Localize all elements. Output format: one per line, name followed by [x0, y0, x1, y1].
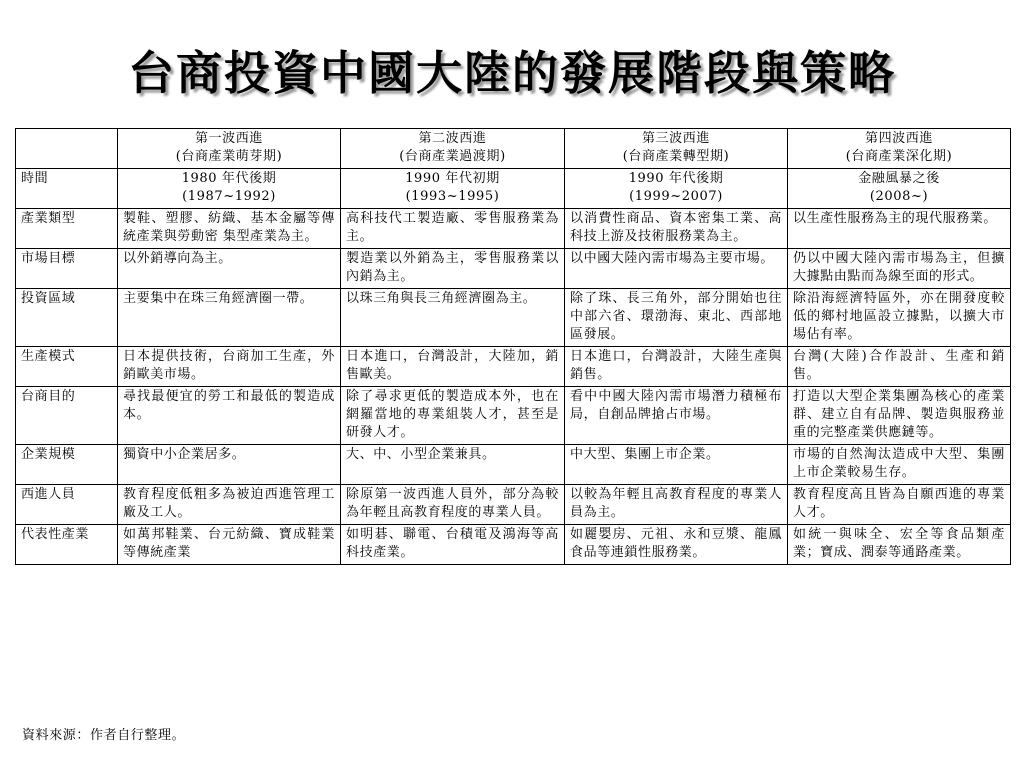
column-header: [565, 129, 788, 169]
time-cell: [118, 169, 341, 209]
table-cell: 日本提供技術，台商加工生產，外銷歐美市場。: [118, 347, 341, 387]
column-header: [341, 129, 565, 169]
table-cell: 市場的自然淘汰造成中大型、集團上市企業較易生存。: [788, 445, 1011, 485]
column-header: [788, 129, 1011, 169]
page-title: 台商投資中國大陸的發展階段與策略: [128, 46, 896, 100]
table-cell: 除了珠、長三角外，部分開始也往中部六省、環渤海、東北、西部地區發展。: [565, 289, 788, 347]
table-cell: 以外銷導向為主。: [118, 249, 341, 289]
column-name: 第二波西進: [418, 131, 487, 146]
table-cell: 看中中國大陸內需市場潛力積極布局，自創品牌搶占市場。: [565, 387, 788, 445]
table-cell: 仍以中國大陸內需市場為主，但擴大據點由點而為線至面的形式。: [788, 249, 1011, 289]
column-header: [118, 129, 341, 169]
table-cell: 尋找最便宜的勞工和最低的製造成本。: [118, 387, 341, 445]
time-cell: [788, 169, 1011, 209]
row-label: 時間: [16, 169, 118, 209]
time-period: 1980 年代後期: [181, 171, 277, 186]
table-cell: 中大型、集團上市企業。: [565, 445, 788, 485]
table-cell: 日本進口，台灣設計，大陸生產與銷售。: [565, 347, 788, 387]
table-cell: 教育程度低粗多為被迫西進管理工廠及工人。: [118, 485, 341, 525]
header-row: [16, 129, 1011, 169]
time-years: (1993~1995): [405, 189, 500, 204]
table-cell: 如明碁、聯電、台積電及鴻海等高科技產業。: [341, 525, 565, 565]
table-cell: 高科技代工製造廠、零售服務業為主。: [341, 209, 565, 249]
row-label: 生產模式: [16, 347, 118, 387]
table-cell: 以生產性服務為主的現代服務業。: [788, 209, 1011, 249]
row-label: 產業類型: [16, 209, 118, 249]
column-name: 第一波西進: [194, 131, 263, 146]
strategy-table: [15, 128, 1011, 565]
table-row: [16, 445, 1011, 485]
row-label: 市場目標: [16, 249, 118, 289]
time-period: 1990 年代後期: [628, 171, 724, 186]
table-row: [16, 209, 1011, 249]
column-name: 第三波西進: [641, 131, 710, 146]
table-cell: 獨資中小企業居多。: [118, 445, 341, 485]
table-cell: 主要集中在珠三角經濟圈一帶。: [118, 289, 341, 347]
row-label: 西進人員: [16, 485, 118, 525]
table-cell: 打造以大型企業集團為核心的產業群、建立自有品牌、製造與服務並重的完整產業供應鏈等。: [788, 387, 1011, 445]
time-period: 1990 年代初期: [405, 171, 500, 186]
time-period: 金融風暴之後: [858, 171, 940, 186]
table-row: [16, 249, 1011, 289]
table-cell: 如萬邦鞋業、台元紡織、寶成鞋業等傳統產業: [118, 525, 341, 565]
column-subtitle: (台商產業過渡期): [399, 149, 506, 164]
time-cell: [565, 169, 788, 209]
table-cell: 日本進口，台灣設計，大陸加，銷售歐美。: [341, 347, 565, 387]
table-cell: 如麗嬰房、元祖、永和豆漿、龍鳳食品等連鎖性服務業。: [565, 525, 788, 565]
table-cell: 如統一與味全、宏全等食品類產業；寶成、潤泰等通路產業。: [788, 525, 1011, 565]
row-label: 企業規模: [16, 445, 118, 485]
column-name: 第四波西進: [864, 131, 933, 146]
table-row: [16, 347, 1011, 387]
row-label: 台商目的: [16, 387, 118, 445]
table-cell: 除了尋求更低的製造成本外，也在網羅當地的專業組裝人才，甚至是研發人才。: [341, 387, 565, 445]
column-subtitle: (台商產業轉型期): [622, 149, 730, 164]
table-cell: 製造業以外銷為主，零售服務業以內銷為主。: [341, 249, 565, 289]
table-cell: 大、中、小型企業兼具。: [341, 445, 565, 485]
table-row: [16, 485, 1011, 525]
column-subtitle: (台商產業深化期): [845, 149, 953, 164]
table-cell: 製鞋、塑膠、紡織、基本金屬等傳統產業與勞動密 集型產業為主。: [118, 209, 341, 249]
table-row: [16, 289, 1011, 347]
row-label: 代表性產業: [16, 525, 118, 565]
table-cell: 以珠三角與長三角經濟圈為主。: [341, 289, 565, 347]
table-cell: 以較為年輕且高教育程度的專業人員為主。: [565, 485, 788, 525]
time-years: (2008~): [869, 189, 929, 204]
column-subtitle: (台商產業萌芽期): [175, 149, 283, 164]
time-row: [16, 169, 1011, 209]
table-cell: 台灣(大陸)合作設計、生產和銷售。: [788, 347, 1011, 387]
time-years: (1987~1992): [182, 189, 276, 204]
time-years: (1999~2007): [629, 189, 723, 204]
table-cell: 除沿海經濟特區外，亦在開發度較低的鄉村地區設立據點，以擴大市場佔有率。: [788, 289, 1011, 347]
table-cell: 除原第一波西進人員外，部分為較為年輕且高教育程度的專業人員。: [341, 485, 565, 525]
time-cell: [341, 169, 565, 209]
table-row: [16, 525, 1011, 565]
row-label: 投資區域: [16, 289, 118, 347]
source-note: 資料來源：作者自行整理。: [22, 728, 186, 743]
corner-cell: [16, 129, 118, 169]
table-row: [16, 387, 1011, 445]
table-cell: 教育程度高且皆為自願西進的專業人才。: [788, 485, 1011, 525]
table-cell: 以中國大陸內需市場為主要市場。: [565, 249, 788, 289]
table-cell: 以消費性商品、資本密集工業、高科技上游及技術服務業為主。: [565, 209, 788, 249]
